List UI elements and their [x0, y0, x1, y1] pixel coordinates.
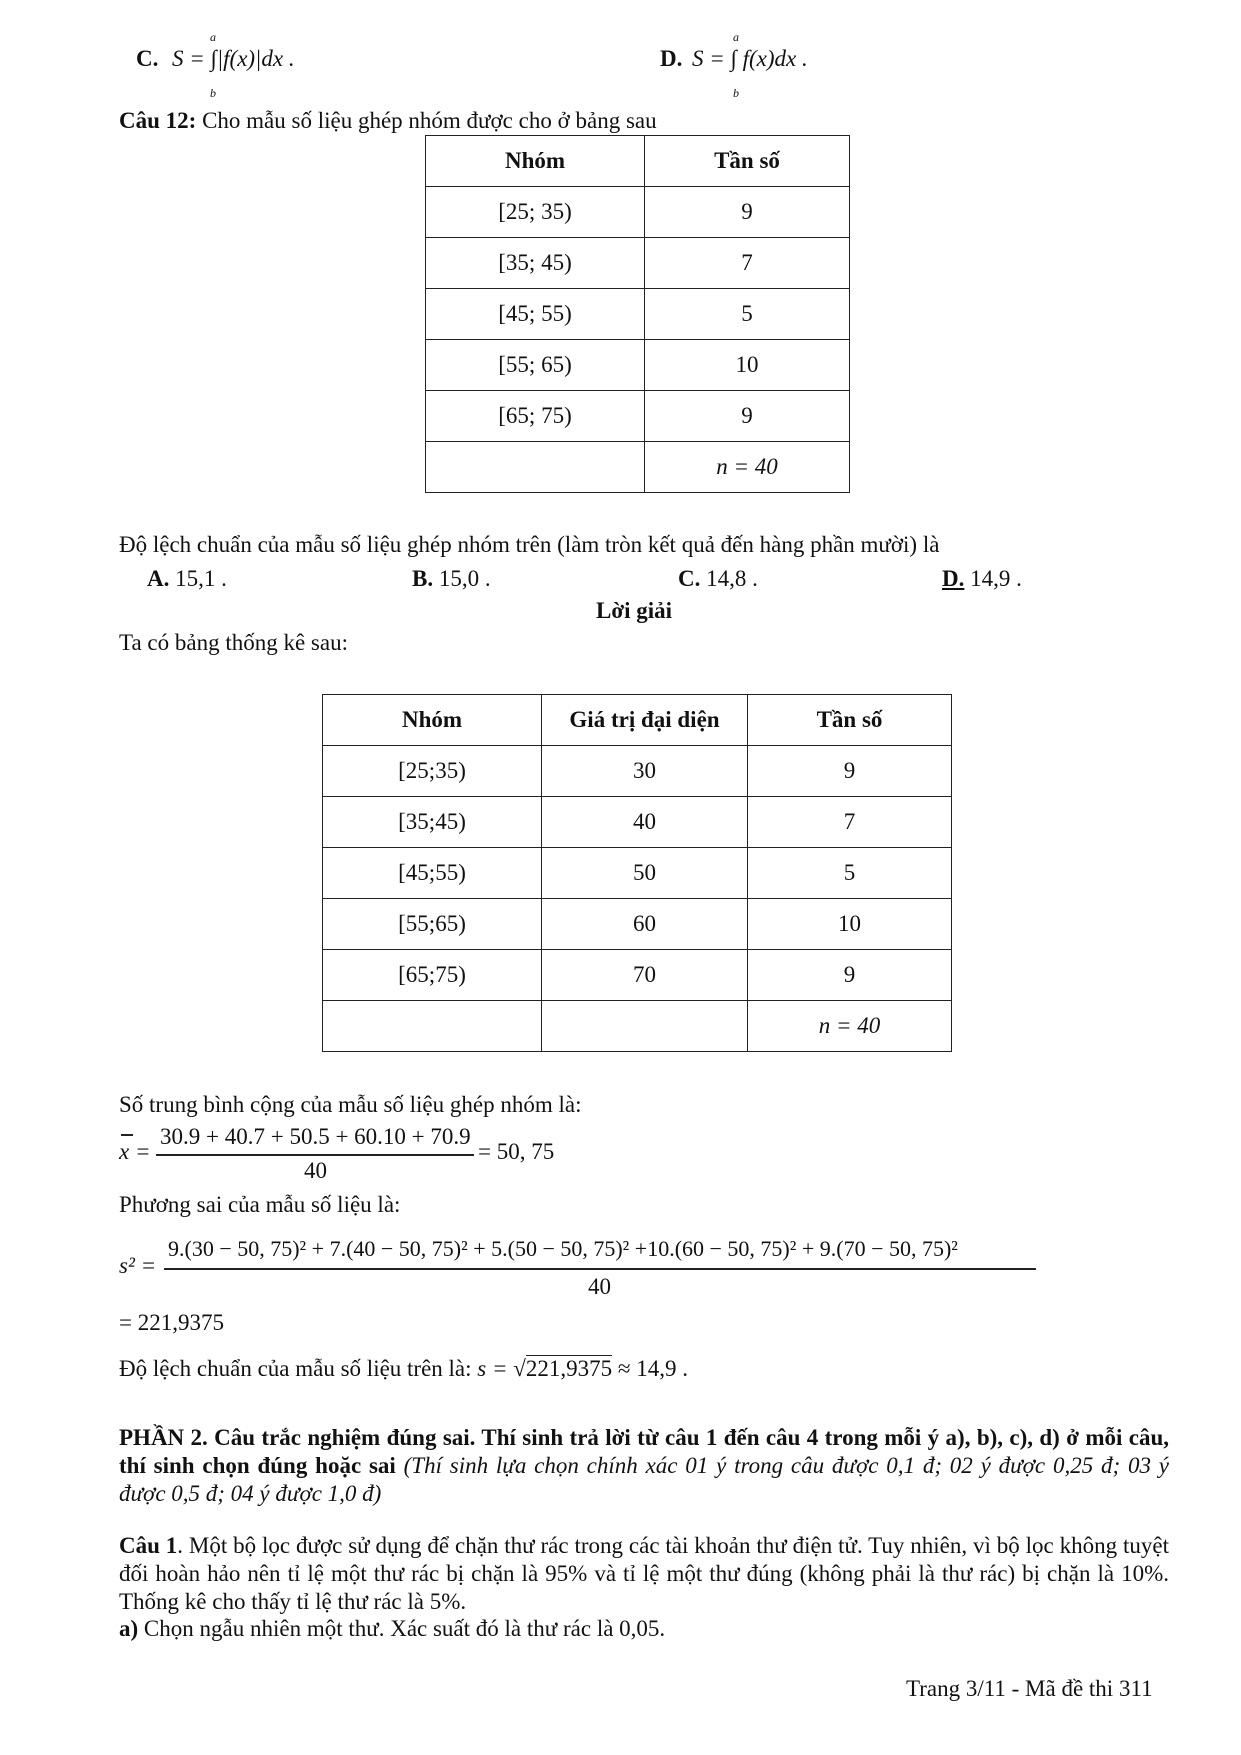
mean-fraction-line	[156, 1154, 474, 1156]
variance-fraction-line	[164, 1268, 1036, 1270]
answer-b-value: 15,0 .	[438, 566, 491, 591]
mean-bar	[121, 1134, 133, 1136]
solution-intro: Ta có bảng thống kê sau:	[119, 630, 348, 655]
answer-c	[678, 566, 758, 592]
table-cell: [55;65)	[323, 899, 542, 950]
part2-bold: PHẦN 2. Câu trắc nghiệm đúng sai. Thí sinh trả lời từ câu 1 đến câu 4 trong mỗi ý a), b), c), d) ở mỗi câu, thí sinh chọn đúng hoặc sai	[119, 1425, 1169, 1478]
answer-c-value: 14,8 .	[706, 566, 758, 591]
table-cell: 7	[645, 238, 850, 289]
answer-b	[412, 566, 491, 592]
table-cell: 5	[748, 848, 952, 899]
table-cell: 9	[748, 950, 952, 1001]
mean-lhs: x =	[119, 1139, 151, 1164]
table-header: Nhóm	[323, 695, 542, 746]
table-cell	[323, 1001, 542, 1052]
mean-denominator: 40	[304, 1158, 327, 1183]
answer-c-label: C.	[678, 566, 701, 591]
question-1-part-a	[119, 1616, 665, 1642]
option-c-label: C.	[136, 46, 159, 71]
question-12-prompt: Độ lệch chuẩn của mẫu số liệu ghép nhóm trên (làm tròn kết quả đến hàng phần mười) là	[119, 532, 940, 557]
option-c-upper-limit: a	[210, 30, 216, 44]
solution-table	[322, 694, 952, 1052]
table-cell	[542, 1001, 748, 1052]
table-cell: 70	[542, 950, 748, 1001]
option-c-lower-limit: b	[210, 86, 216, 100]
question-1	[119, 1532, 1169, 1616]
option-d-label: D.	[660, 46, 683, 71]
table-cell: 10	[748, 899, 952, 950]
part2-italic: (Thí sinh lựa chọn chính xác 01 ý trong câu được 0,1 đ; 02 ý được 0,25 đ; 03 ý được 0,5 đ; 04 ý được 1,0 đ)	[119, 1453, 1169, 1506]
sd-formula-lhs: s =	[477, 1356, 508, 1381]
table-cell: [35; 45)	[426, 238, 645, 289]
table-cell: 9	[645, 187, 850, 238]
table-cell: [25;35)	[323, 746, 542, 797]
question-12-table	[425, 135, 850, 493]
page-footer: Trang 3/11 - Mã đề thi 311	[906, 1676, 1153, 1701]
table-cell: [35;45)	[323, 797, 542, 848]
sd-formula-rhs: ≈ 14,9 .	[617, 1356, 689, 1381]
variance-text: Phương sai của mẫu số liệu là:	[119, 1192, 401, 1217]
variance-numerator: 9.(30 − 50, 75)² + 7.(40 − 50, 75)² + 5.(50 − 50, 75)² +10.(60 − 50, 75)² + 9.(70 − 50, 75)²	[168, 1236, 958, 1261]
question-1-part-a-label: a)	[119, 1616, 139, 1641]
answer-b-label: B.	[412, 566, 434, 591]
table-cell: [65;75)	[323, 950, 542, 1001]
table-header: Nhóm	[426, 136, 645, 187]
option-d	[660, 46, 682, 72]
option-d-upper-limit: a	[733, 30, 739, 44]
option-c-formula-text: S = ∫|f(x)|dx .	[172, 46, 295, 71]
option-d-formula-text: S = ∫ f(x)dx .	[692, 46, 808, 71]
mean-text: Số trung bình cộng của mẫu số liệu ghép nhóm là:	[119, 1092, 582, 1117]
mean-result: = 50, 75	[478, 1139, 555, 1164]
question-1-label: Câu 1	[119, 1533, 178, 1558]
option-d-formula	[692, 46, 808, 72]
option-c	[136, 46, 158, 72]
question-12-text: Cho mẫu số liệu ghép nhóm được cho ở bảng sau	[196, 108, 657, 133]
sd-text-label: Độ lệch chuẩn của mẫu số liệu trên là:	[119, 1356, 472, 1381]
sqrt-icon: √	[513, 1356, 526, 1381]
table-cell: 40	[542, 797, 748, 848]
variance-result: = 221,9375	[119, 1310, 224, 1335]
variance-lhs: s² =	[119, 1253, 157, 1278]
solution-heading: Lời giải	[596, 598, 672, 623]
question-12-heading	[119, 108, 657, 134]
sd-formula-root: 221,9375	[525, 1356, 613, 1381]
option-c-formula	[172, 46, 295, 72]
table-cell: 30	[542, 746, 748, 797]
option-d-lower-limit: b	[733, 86, 739, 100]
table-cell: 7	[748, 797, 952, 848]
table-cell: n = 40	[748, 1001, 952, 1052]
table-header: Giá trị đại diện	[542, 695, 748, 746]
answer-a-label: A.	[147, 566, 170, 591]
question-1-text: . Một bộ lọc được sử dụng để chặn thư rác trong các tài khoản thư điện tử. Tuy nhiên, vì bộ lọc không tuyệt đối hoàn hảo nên tỉ lệ một thư rác bị chặn là 95% và tỉ lệ một thư đúng (không phải là thư rác) bị chặn là 10%. Thống kê cho thấy tỉ lệ thư rác là 5%.	[119, 1533, 1170, 1614]
mean-numerator: 30.9 + 40.7 + 50.5 + 60.10 + 70.9	[160, 1124, 471, 1149]
table-cell: [65; 75)	[426, 391, 645, 442]
answer-d	[942, 566, 1022, 592]
table-cell: 60	[542, 899, 748, 950]
table-cell: 10	[645, 340, 850, 391]
variance-denominator: 40	[588, 1274, 611, 1299]
answer-a	[147, 566, 227, 592]
question-1-part-a-text: Chọn ngẫu nhiên một thư. Xác suất đó là thư rác là 0,05.	[138, 1616, 666, 1641]
answer-d-value: 14,9 .	[970, 566, 1022, 591]
answer-a-value: 15,1 .	[175, 566, 227, 591]
table-cell	[426, 442, 645, 493]
table-cell: [55; 65)	[426, 340, 645, 391]
table-cell: 9	[748, 746, 952, 797]
sd-text	[119, 1356, 688, 1382]
table-cell: 5	[645, 289, 850, 340]
table-cell: [25; 35)	[426, 187, 645, 238]
table-cell: [45; 55)	[426, 289, 645, 340]
table-cell: 9	[645, 391, 850, 442]
table-header: Tần số	[645, 136, 850, 187]
answer-d-label: D.	[942, 566, 965, 591]
question-12-label: Câu 12:	[119, 108, 197, 133]
table-header: Tần số	[748, 695, 952, 746]
part2-instructions	[119, 1424, 1169, 1508]
table-cell: n = 40	[645, 442, 850, 493]
table-cell: [45;55)	[323, 848, 542, 899]
table-cell: 50	[542, 848, 748, 899]
